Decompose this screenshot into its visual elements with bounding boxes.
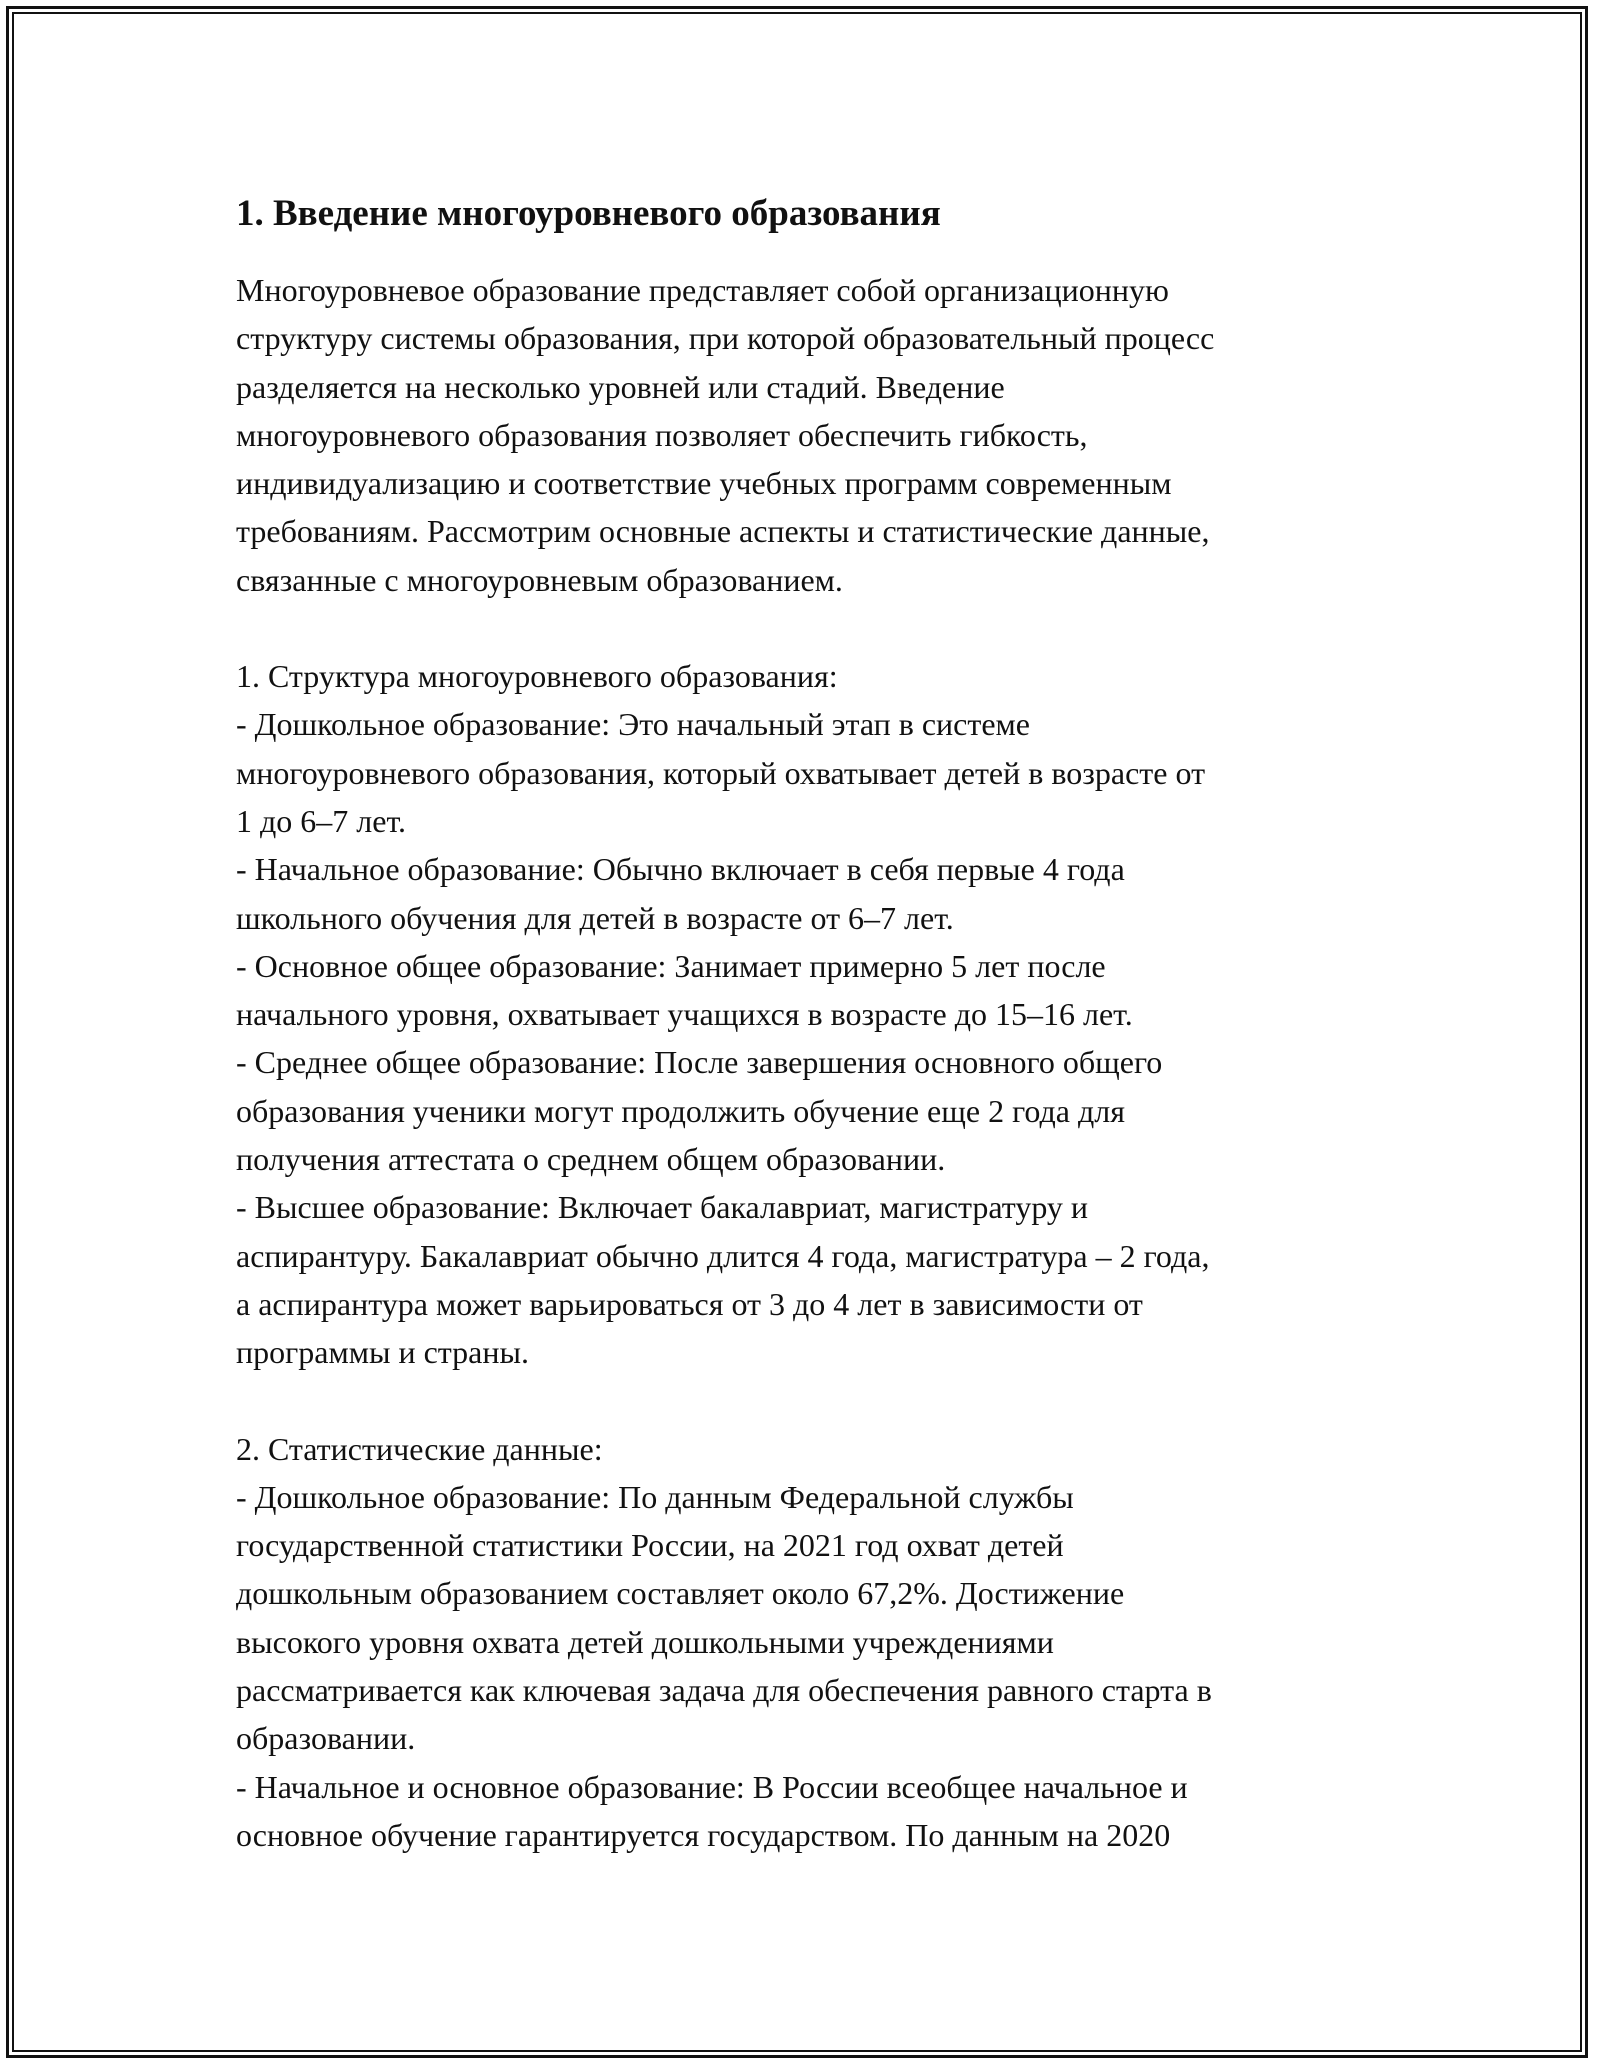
- section-heading: 1. Введение многоуровневого образования: [236, 193, 941, 234]
- statistics-list-title: 2. Статистические данные:: [236, 1430, 603, 1467]
- structure-list-title: 1. Структура многоуровневого образования:: [236, 658, 838, 695]
- list-item-basic-general: - Основное общее образование: Занимает примерно 5 лет после начального уровня, охватывает учащихся в возрасте до 15–16 лет.: [236, 947, 1133, 1033]
- list-item-primary: - Начальное образование: Обычно включает в себя первые 4 года школьного обучения для детей в возрасте от 6–7 лет.: [236, 851, 1125, 936]
- paragraph-spacer: [236, 1377, 1376, 1425]
- stat-item-preschool: - Дошкольное образование: По данным Федеральной службы государственной статистики России, на 2021 год охват детей дошкольным образованием составляет около 67,2%. Достижение высокого уровня охвата детей дошкольными учреждениями рассматривается как ключевая задача для обеспечения равного старта в образовании.: [236, 1478, 1212, 1757]
- list-item-secondary-general: - Среднее общее образование: После завершения основного общего образования ученики могут продолжить обучение еще 2 года для получения аттестата о среднем общем образовании.: [236, 1044, 1163, 1178]
- document-body: [236, 190, 1376, 1859]
- list-item-preschool: - Дошкольное образование: Это начальный этап в системе многоуровневого образования, который охватывает детей в возрасте от 1 до 6–7 лет.: [236, 706, 1206, 839]
- paragraph-spacer: [236, 604, 1376, 652]
- intro-paragraph: Многоуровневое образование представляет собой организационную структуру системы образования, при которой образовательный процесс разделяется на несколько уровней или стадий. Введение многоуровневого образования позволяет обеспечить гибкость, индивидуализацию и соответствие учебных программ современным требованиям. Рассмотрим основные аспекты и статистические данные, связанные с многоуровневым образованием.: [236, 272, 1215, 598]
- list-item-higher: - Высшее образование: Включает бакалавриат, магистратуру и аспирантуру. Бакалавриат обычно длится 4 года, магистратура – 2 года, а аспирантура может варьироваться от 3 до 4 лет в зависимости от программы и страны.: [236, 1189, 1210, 1371]
- stat-item-primary-basic: - Начальное и основное образование: В России всеобщее начальное и основное обучение гарантируется государством. По данным на 2020: [236, 1768, 1188, 1853]
